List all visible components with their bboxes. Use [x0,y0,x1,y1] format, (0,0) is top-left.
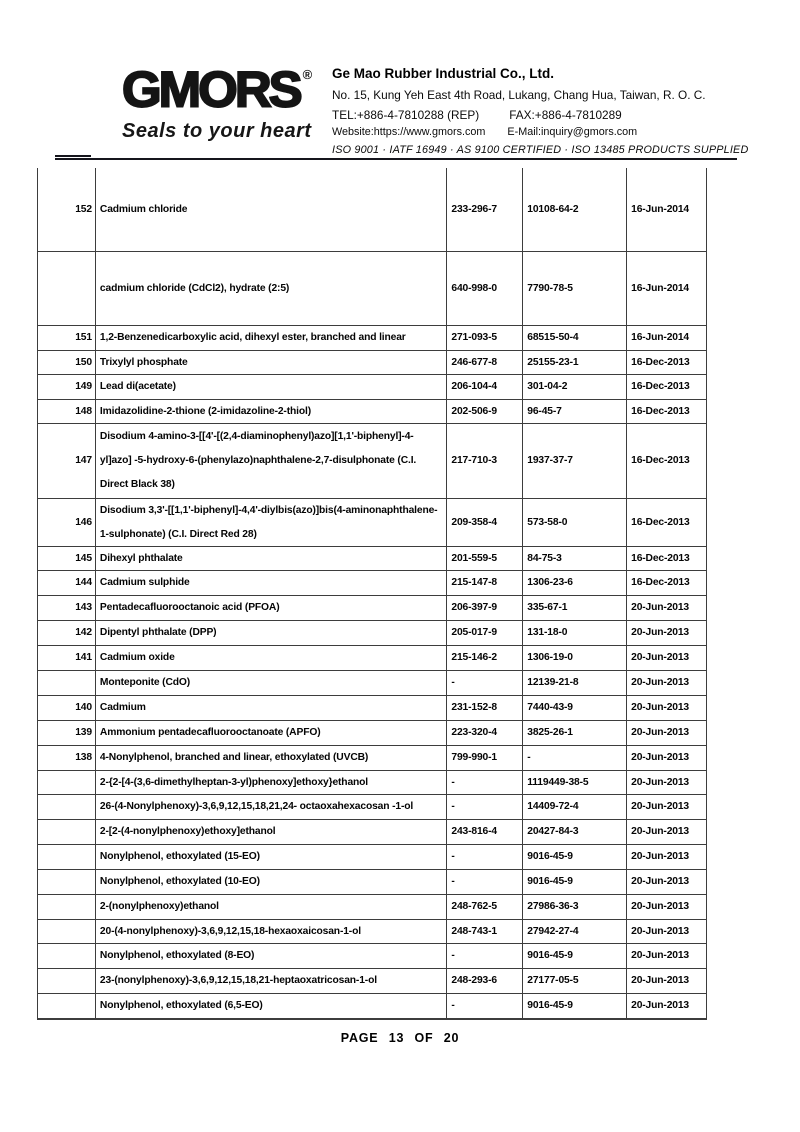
ec-number-cell: 271-093-5 [447,326,523,350]
cas-number-cell: 9016-45-9 [523,870,627,894]
cas-number-cell: 573-58-0 [523,499,627,546]
inclusion-date-cell: 20-Jun-2013 [627,820,707,844]
substance-table [37,168,707,1020]
page-footer [0,1031,800,1045]
substance-name-cell: Pentadecafluorooctanoic acid (PFOA) [96,596,447,620]
cas-number-cell: 10108-64-2 [523,168,627,251]
inclusion-date-cell: 20-Jun-2013 [627,969,707,993]
logo-tagline: Seals to your heart [122,120,312,142]
row-number-cell: 144 [38,571,96,595]
row-number-cell [38,671,96,695]
substance-name-cell: Ammonium pentadecafluorooctanoate (APFO) [96,721,447,745]
ec-number-cell: 248-743-1 [447,920,523,943]
row-number-cell [38,920,96,943]
table-row [38,499,707,547]
inclusion-date-cell: 20-Jun-2013 [627,671,707,695]
table-row [38,571,707,596]
row-number-cell [38,820,96,844]
inclusion-date-cell: 20-Jun-2013 [627,795,707,819]
row-number-cell: 149 [38,375,96,399]
row-number-cell: 138 [38,746,96,770]
ec-number-cell: 223-320-4 [447,721,523,745]
ec-number-cell: - [447,994,523,1018]
substance-name-cell: Cadmium sulphide [96,571,447,595]
table-row [38,671,707,696]
inclusion-date-cell: 20-Jun-2013 [627,721,707,745]
inclusion-date-cell: 16-Jun-2014 [627,168,707,251]
table-row [38,944,707,969]
ec-number-cell: 209-358-4 [447,499,523,546]
row-number-cell: 145 [38,547,96,570]
substance-name-cell: Nonylphenol, ethoxylated (15-EO) [96,845,447,869]
substance-name-cell: Cadmium chloride [96,168,447,251]
cas-number-cell: 7440-43-9 [523,696,627,720]
inclusion-date-cell: 20-Jun-2013 [627,596,707,620]
substance-name-cell: Dihexyl phthalate [96,547,447,570]
ec-number-cell: 248-762-5 [447,895,523,919]
cas-number-cell: 1306-19-0 [523,646,627,670]
substance-name-cell: 1,2-Benzenedicarboxylic acid, dihexyl ester, branched and linear [96,326,447,350]
cas-number-cell: 9016-45-9 [523,994,627,1018]
cas-number-cell: 12139-21-8 [523,671,627,695]
cas-number-cell: 1119449-38-5 [523,771,627,794]
website-url: Website:https://www.gmors.com [332,126,486,138]
ec-number-cell: - [447,870,523,894]
row-number-cell: 143 [38,596,96,620]
row-number-cell [38,870,96,894]
cas-number-cell: 27986-36-3 [523,895,627,919]
substance-name-cell: Nonylphenol, ethoxylated (6,5-EO) [96,994,447,1018]
substance-name-cell: 4-Nonylphenol, branched and linear, ethoxylated (UVCB) [96,746,447,770]
company-name: Ge Mao Rubber Industrial Co., Ltd. [332,66,555,81]
row-number-cell: 139 [38,721,96,745]
inclusion-date-cell: 20-Jun-2013 [627,994,707,1018]
ec-number-cell: 205-017-9 [447,621,523,645]
table-row [38,252,707,326]
table-row [38,746,707,771]
ec-number-cell: 640-998-0 [447,252,523,325]
substance-name-cell: 23-(nonylphenoxy)-3,6,9,12,15,18,21-heptaoxatricosan-1-ol [96,969,447,993]
row-number-cell [38,994,96,1018]
row-number-cell [38,771,96,794]
table-row [38,721,707,746]
substance-name-cell: cadmium chloride (CdCl2), hydrate (2:5) [96,252,447,325]
cas-number-cell: 335-67-1 [523,596,627,620]
row-number-cell: 148 [38,400,96,423]
cas-number-cell: - [523,746,627,770]
cas-number-cell: 68515-50-4 [523,326,627,350]
logo-text: GMORS [122,61,300,118]
fax-number: FAX:+886-4-7810289 [509,108,622,122]
table-row [38,424,707,499]
inclusion-date-cell: 20-Jun-2013 [627,870,707,894]
table-row [38,920,707,944]
table-row [38,870,707,895]
inclusion-date-cell: 20-Jun-2013 [627,944,707,968]
registered-trademark-mark: ® [302,67,313,83]
email-address: E-Mail:inquiry@gmors.com [507,126,638,138]
ec-number-cell: 231-152-8 [447,696,523,720]
ec-number-cell: 206-104-4 [447,375,523,399]
table-row [38,596,707,621]
cas-number-cell: 27942-27-4 [523,920,627,943]
cas-number-cell: 9016-45-9 [523,845,627,869]
inclusion-date-cell: 16-Dec-2013 [627,499,707,546]
inclusion-date-cell: 16-Dec-2013 [627,375,707,399]
inclusion-date-cell: 16-Dec-2013 [627,424,707,498]
row-number-cell: 140 [38,696,96,720]
contact-line [332,108,752,122]
table-row [38,547,707,571]
table-row [38,326,707,351]
row-number-cell: 142 [38,621,96,645]
row-number-cell [38,252,96,325]
cas-number-cell: 25155-23-1 [523,351,627,374]
cas-number-cell: 27177-05-5 [523,969,627,993]
table-row [38,795,707,820]
cas-number-cell: 1306-23-6 [523,571,627,595]
company-info-block [332,66,752,156]
table-row [38,375,707,400]
gmors-logo-wordmark [122,61,332,118]
inclusion-date-cell: 16-Dec-2013 [627,547,707,570]
ec-number-cell: 206-397-9 [447,596,523,620]
row-number-cell [38,944,96,968]
inclusion-date-cell: 20-Jun-2013 [627,771,707,794]
row-number-cell: 150 [38,351,96,374]
table-row [38,994,707,1020]
substance-name-cell: Monteponite (CdO) [96,671,447,695]
inclusion-date-cell: 16-Jun-2014 [627,252,707,325]
web-line [332,126,752,138]
inclusion-date-cell: 20-Jun-2013 [627,746,707,770]
row-number-cell: 146 [38,499,96,546]
ec-number-cell: - [447,795,523,819]
row-number-cell [38,969,96,993]
gmors-logo [122,61,332,143]
table-row [38,895,707,920]
ec-number-cell: - [447,771,523,794]
substance-name-cell: Disodium 3,3'-[[1,1'-biphenyl]-4,4'-diylbis(azo)]bis(4-aminonaphthalene-1-sulphonate) (C.I. Direct Red 28) [96,499,447,546]
ec-number-cell: 215-146-2 [447,646,523,670]
table-row [38,400,707,424]
row-number-cell: 151 [38,326,96,350]
row-number-cell [38,895,96,919]
ec-number-cell: 243-816-4 [447,820,523,844]
inclusion-date-cell: 16-Dec-2013 [627,400,707,423]
company-address: No. 15, Kung Yeh East 4th Road, Lukang, Chang Hua, Taiwan, R. O. C. [332,88,706,102]
inclusion-date-cell: 20-Jun-2013 [627,895,707,919]
cas-number-cell: 3825-26-1 [523,721,627,745]
inclusion-date-cell: 20-Jun-2013 [627,696,707,720]
certifications-line: ISO 9001 · IATF 16949 · AS 9100 CERTIFIED · ISO 13485 PRODUCTS SUPPLIED [332,144,749,156]
table-row [38,696,707,721]
ec-number-cell: 246-677-8 [447,351,523,374]
cas-number-cell: 9016-45-9 [523,944,627,968]
inclusion-date-cell: 16-Jun-2014 [627,326,707,350]
substance-name-cell: Nonylphenol, ethoxylated (10-EO) [96,870,447,894]
table-row [38,771,707,795]
table-row [38,845,707,870]
ec-number-cell: - [447,671,523,695]
row-number-cell [38,795,96,819]
inclusion-date-cell: 16-Dec-2013 [627,571,707,595]
inclusion-date-cell: 16-Dec-2013 [627,351,707,374]
substance-name-cell: Imidazolidine-2-thione (2-imidazoline-2-thiol) [96,400,447,423]
substance-name-cell: Nonylphenol, ethoxylated (8-EO) [96,944,447,968]
cas-number-cell: 7790-78-5 [523,252,627,325]
ec-number-cell: 233-296-7 [447,168,523,251]
ec-number-cell: - [447,845,523,869]
ec-number-cell: 799-990-1 [447,746,523,770]
inclusion-date-cell: 20-Jun-2013 [627,646,707,670]
substance-name-cell: Cadmium oxide [96,646,447,670]
substance-name-cell: 2-{2-[4-(3,6-dimethylheptan-3-yl)phenoxy]ethoxy}ethanol [96,771,447,794]
row-number-cell: 147 [38,424,96,498]
inclusion-date-cell: 20-Jun-2013 [627,920,707,943]
cas-number-cell: 20427-84-3 [523,820,627,844]
cas-number-cell: 301-04-2 [523,375,627,399]
substance-name-cell: Trixylyl phosphate [96,351,447,374]
substance-name-cell: 20-(4-nonylphenoxy)-3,6,9,12,15,18-hexaoxaicosan-1-ol [96,920,447,943]
table-row [38,969,707,994]
row-number-cell: 152 [38,168,96,251]
substance-name-cell: Disodium 4-amino-3-[[4'-[(2,4-diaminophenyl)azo][1,1'-biphenyl]-4-yl]azo] -5-hydroxy-6-(phenylazo)naphthalene-2,7-disulphonate (C.I. Direct Black 38) [96,424,447,498]
page-number-label: PAGE 13 OF 20 [340,1031,460,1045]
table-row [38,621,707,646]
ec-number-cell: 202-506-9 [447,400,523,423]
cas-number-cell: 14409-72-4 [523,795,627,819]
cas-number-cell: 84-75-3 [523,547,627,570]
ec-number-cell: 217-710-3 [447,424,523,498]
substance-name-cell: 26-(4-Nonylphenoxy)-3,6,9,12,15,18,21,24- octaoxahexacosan -1-ol [96,795,447,819]
ec-number-cell: - [447,944,523,968]
ec-number-cell: 201-559-5 [447,547,523,570]
table-row [38,820,707,845]
cas-number-cell: 131-18-0 [523,621,627,645]
ec-number-cell: 248-293-6 [447,969,523,993]
row-number-cell: 141 [38,646,96,670]
header-rule-accent [55,155,91,157]
substance-name-cell: Cadmium [96,696,447,720]
ec-number-cell: 215-147-8 [447,571,523,595]
inclusion-date-cell: 20-Jun-2013 [627,621,707,645]
cas-number-cell: 1937-37-7 [523,424,627,498]
substance-name-cell: 2-[2-(4-nonylphenoxy)ethoxy]ethanol [96,820,447,844]
substance-name-cell: 2-(nonylphenoxy)ethanol [96,895,447,919]
inclusion-date-cell: 20-Jun-2013 [627,845,707,869]
header-rule [55,158,737,160]
table-row [38,168,707,252]
table-row [38,646,707,671]
tel-number: TEL:+886-4-7810288 (REP) [332,108,480,122]
row-number-cell [38,845,96,869]
table-row [38,351,707,375]
substance-name-cell: Lead di(acetate) [96,375,447,399]
substance-name-cell: Dipentyl phthalate (DPP) [96,621,447,645]
cas-number-cell: 96-45-7 [523,400,627,423]
